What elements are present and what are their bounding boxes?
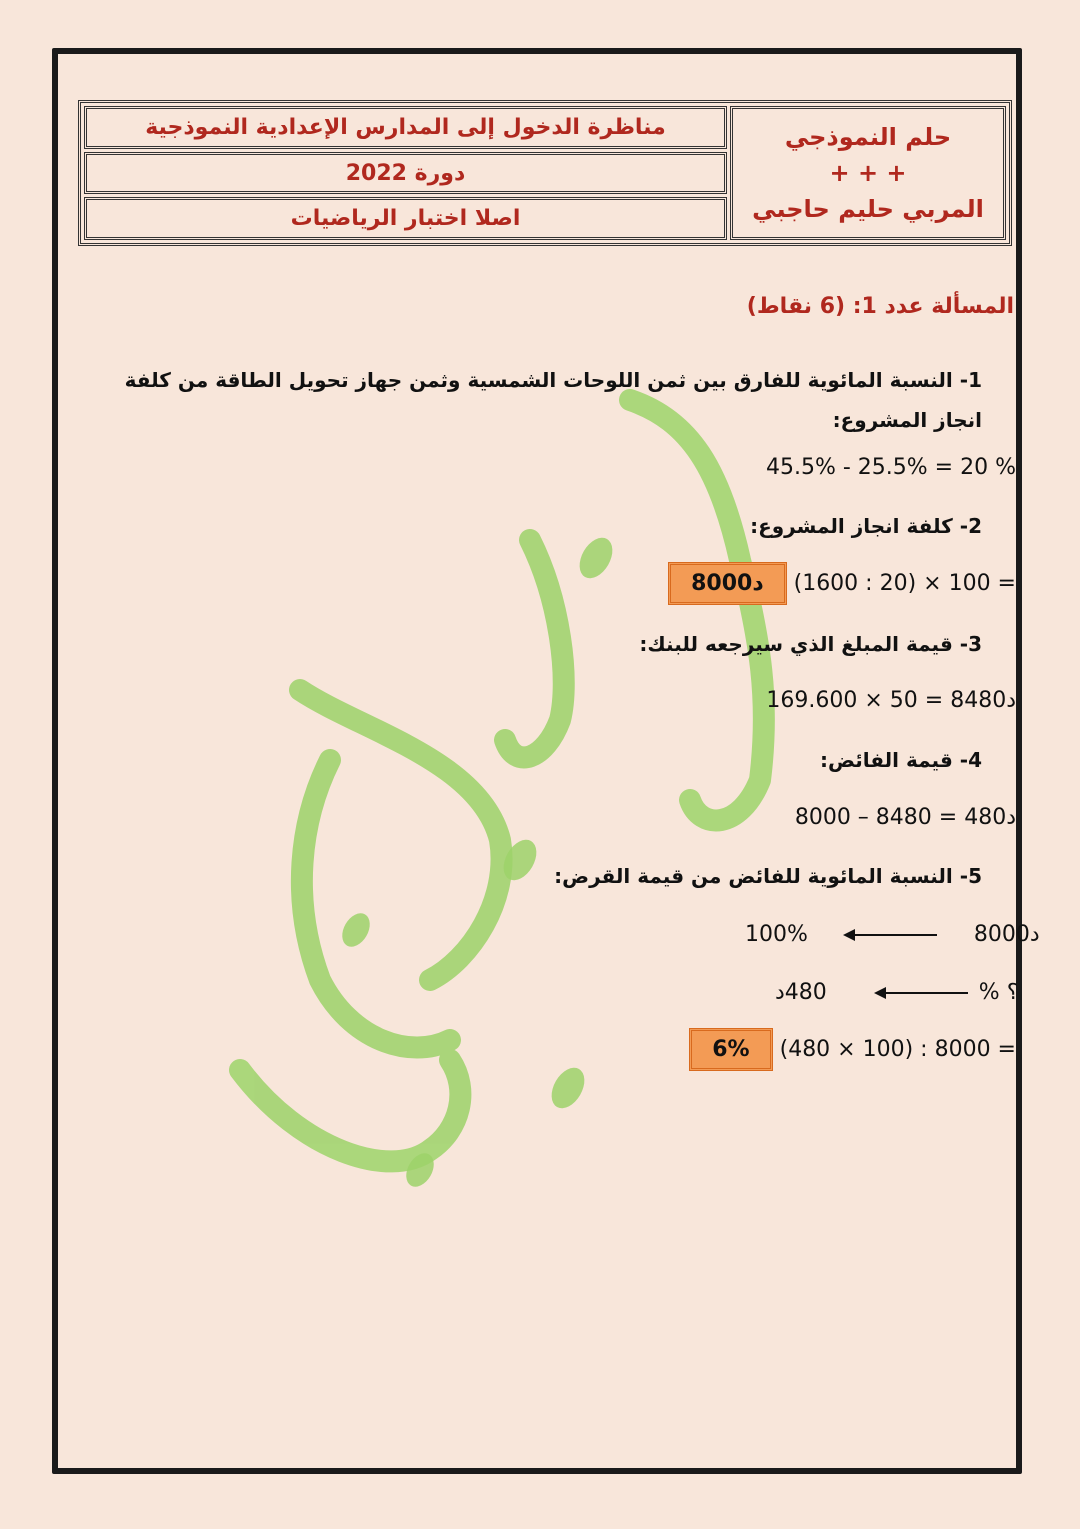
author-cell (730, 106, 1006, 240)
question-2 (750, 514, 982, 538)
proportion-row-2-left: ؟ % (978, 980, 1019, 1005)
question-5-calc: (480 × 100) : 8000 = (779, 1037, 1016, 1062)
proportion-row-1-left: 100% (745, 922, 808, 947)
question-3 (639, 632, 982, 656)
question-4-number: 4- (959, 748, 982, 772)
question-2-answer: 8000د (668, 562, 787, 605)
question-3-calc: 169.600 × 50 = 8480د (766, 688, 1016, 713)
proportion-row-1 (745, 922, 1040, 947)
question-3-label: قيمة المبلغ الذي سيرجعه للبنك: (639, 632, 953, 656)
proportion-row-1-right: 8000د (973, 922, 1040, 947)
exam-session: دورة 2022 (84, 152, 727, 195)
question-4-label: قيمة الفائض: (819, 748, 953, 772)
question-4-calc: 8000 – 8480 = 480د (794, 805, 1016, 830)
question-2-label: كلفة انجاز المشروع: (750, 514, 953, 538)
question-5 (554, 864, 982, 888)
author-line-2: + + + (829, 159, 907, 187)
question-2-number: 2- (959, 514, 982, 538)
arrow-left-icon (876, 992, 968, 994)
question-2-calc-row (664, 562, 1016, 605)
exam-subject: اصلا اختبار الرياضيات (84, 197, 727, 240)
problem-title: المسألة عدد 1: (6 نقاط) (746, 294, 1014, 319)
question-3-number: 3- (959, 632, 982, 656)
proportion-row-2-right: 480د (775, 980, 827, 1005)
question-1 (100, 360, 982, 440)
question-4 (820, 748, 982, 772)
exam-title: مناظرة الدخول إلى المدارس الإعدادية النموذجية (84, 106, 727, 149)
question-1-number: 1- (959, 368, 982, 392)
arrow-left-icon (845, 934, 937, 936)
question-5-label: النسبة المائوية للفائض من قيمة القرض: (554, 864, 953, 888)
question-1-calc: 45.5% - 25.5% = 20 % (765, 455, 1016, 480)
exam-info-cells (84, 106, 727, 240)
question-2-calc: (1600 : 20) × 100 = (793, 571, 1016, 596)
question-5-calc-row (685, 1028, 1016, 1071)
author-line-1: حلم النموذجي (784, 123, 952, 151)
question-5-answer: 6% (689, 1028, 772, 1071)
proportion-row-2 (775, 980, 1018, 1005)
header-table (78, 100, 1012, 246)
question-5-number: 5- (959, 864, 982, 888)
author-line-3: المربي حليم حاجبي (752, 195, 984, 223)
question-1-label: النسبة المائوية للفارق بين ثمن اللوحات الشمسية وثمن جهاز تحويل الطاقة من كلفة انجاز المشروع: (124, 368, 982, 432)
